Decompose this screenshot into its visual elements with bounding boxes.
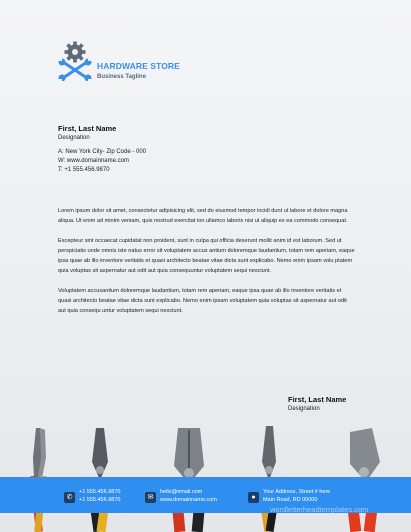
sender-tel: T: +1 555.456.9870 xyxy=(58,167,110,173)
footer-phone xyxy=(64,489,120,504)
signature-block xyxy=(288,395,346,414)
watermark-text: wordletterheadtemplates.com xyxy=(270,505,369,514)
sender-address: A: New York City- Zip Code - 000 xyxy=(58,149,147,155)
footer-phone-1: +1 555.456.9870 xyxy=(79,489,121,495)
brand-block xyxy=(97,61,180,81)
footer-address xyxy=(248,489,330,504)
signature-designation: Designation xyxy=(288,406,320,412)
company-tagline: Business Tagline xyxy=(97,74,146,80)
phone-icon: ✆ xyxy=(64,492,75,503)
body-paragraph: Voluptatem accusantium doloremque laudantium, totam rem aperiam, eaque ipsa quae ab illo inventore veritatis et quasi architecto beatae vitae dicta sunt explicabo. Nemo enim ipsam voluptatem quia voluptas sit aspernatur aut odit aut quia consequ untur voluptatem sequi nesciunt. xyxy=(58,288,347,314)
footer-address-1: Your Address, Street # here xyxy=(263,489,331,495)
signature-name: First, Last Name xyxy=(288,395,347,404)
sender-designation: Designation xyxy=(58,135,90,141)
pliers-photo-image xyxy=(0,418,411,532)
footer-phone-2: +1 555.456.9870 xyxy=(79,496,121,503)
location-pin-icon: ● xyxy=(248,492,259,503)
footer-email[interactable]: hello@email.com xyxy=(160,489,203,495)
footer-address-2: Main Road, RD 00000 xyxy=(263,496,318,503)
envelope-icon: ✉ xyxy=(145,492,156,503)
gear-wrench-logo-icon xyxy=(58,41,94,81)
footer-contact xyxy=(145,489,217,504)
body-paragraph: Excepteur sint occaecat cupidatat non proident, sunt in culpa qui officia deserunt mollit anim id est laborum. Sed ut perspiciatis unde omnis iste natus error sit voluptatem accus antium doloremque laudantium, totam rem aperiam, eaque ipsa quae ab illo inventore veritatis et quasi architecto beatae vitae dicta sunt explicabo. Nemo enim ipsam volu ptatem quia voluptas sit aspernatur aut odit aut quia consequuntur voluptatem sequi nesciunt. xyxy=(58,238,355,274)
body-paragraph: Lorem ipsum dolor sit amet, consectetur adipisicing elit, sed do eiusmod tempor incidi dunt ut labore et dolore magna aliqua. Ut enim ad minim veniam, quis nostrud exercitat ion ullamco laboris nisi ut aliquip ex ea commodo consequat. xyxy=(58,208,348,224)
letter-body xyxy=(58,206,356,326)
company-name: HARDWARE STORE xyxy=(97,61,180,71)
footer-web[interactable]: www.domainname.com xyxy=(160,496,217,503)
sender-name: First, Last Name xyxy=(58,124,117,133)
sender-web: W: www.domainname.com xyxy=(58,158,129,164)
sender-block xyxy=(58,124,146,175)
